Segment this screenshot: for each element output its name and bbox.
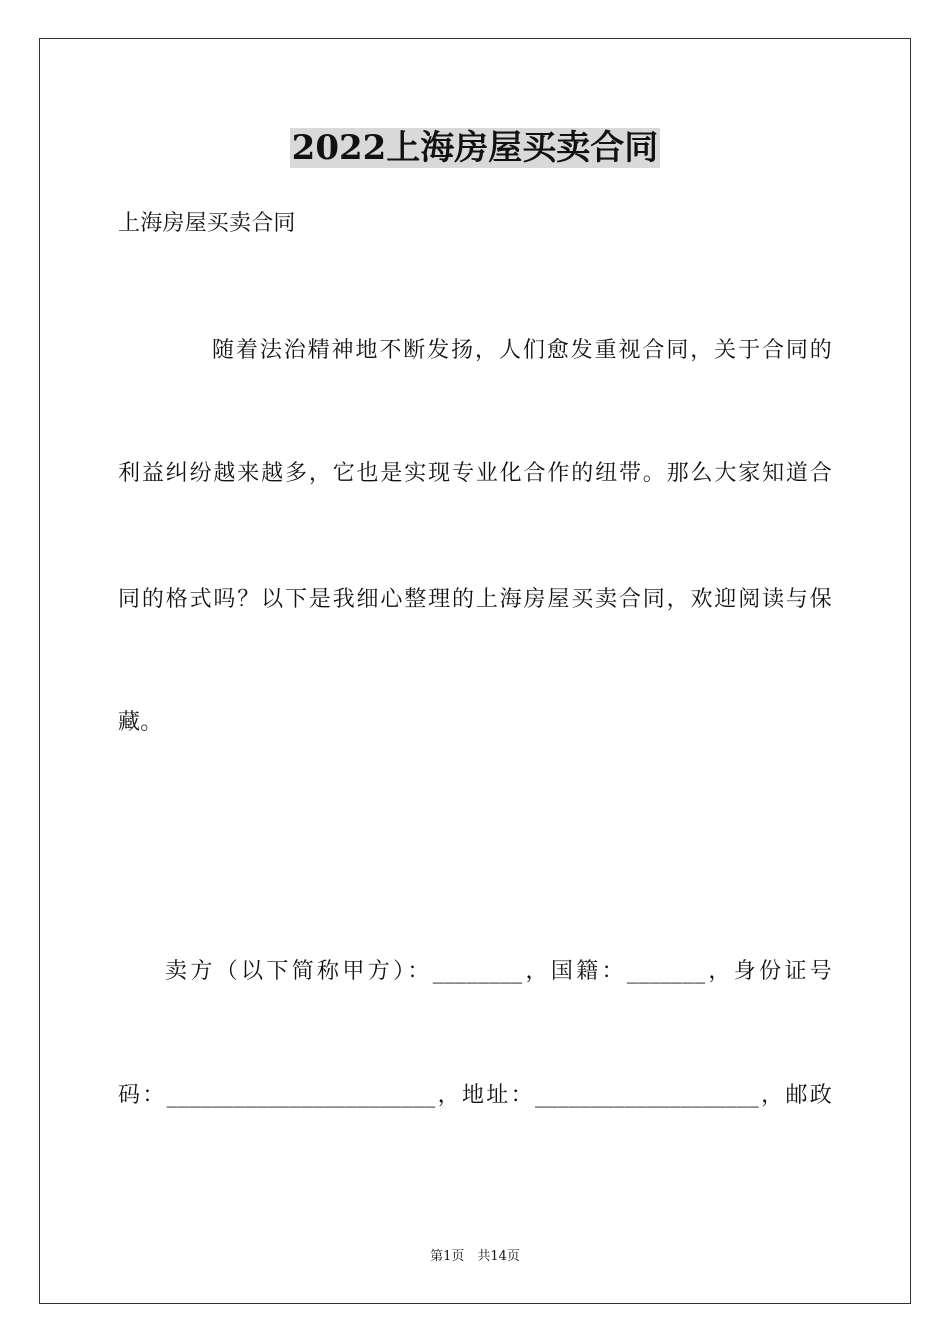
document-title [0, 128, 950, 168]
seller-info-line-2: 码：________________________，地址：____________________，邮政 [118, 1083, 832, 1108]
seller-info-line-1: 卖方（以下简称甲方）：________，国籍：_______，身份证号 [165, 959, 832, 984]
intro-paragraph-line-3: 同的格式吗？以下是我细心整理的上海房屋买卖合同，欢迎阅读与保 [118, 587, 832, 612]
intro-paragraph-line-2: 利益纠纷越来越多，它也是实现专业化合作的纽带。那么大家知道合 [118, 461, 832, 486]
page-footer: 第1页 共14页 [430, 1249, 520, 1264]
document-title-text: 2022上海房屋买卖合同 [291, 128, 659, 168]
intro-paragraph-line-4: 藏。 [118, 710, 163, 735]
intro-paragraph-line-1: 随着法治精神地不断发扬，人们愈发重视合同，关于合同的 [212, 338, 832, 363]
document-subtitle: 上海房屋买卖合同 [118, 211, 296, 236]
